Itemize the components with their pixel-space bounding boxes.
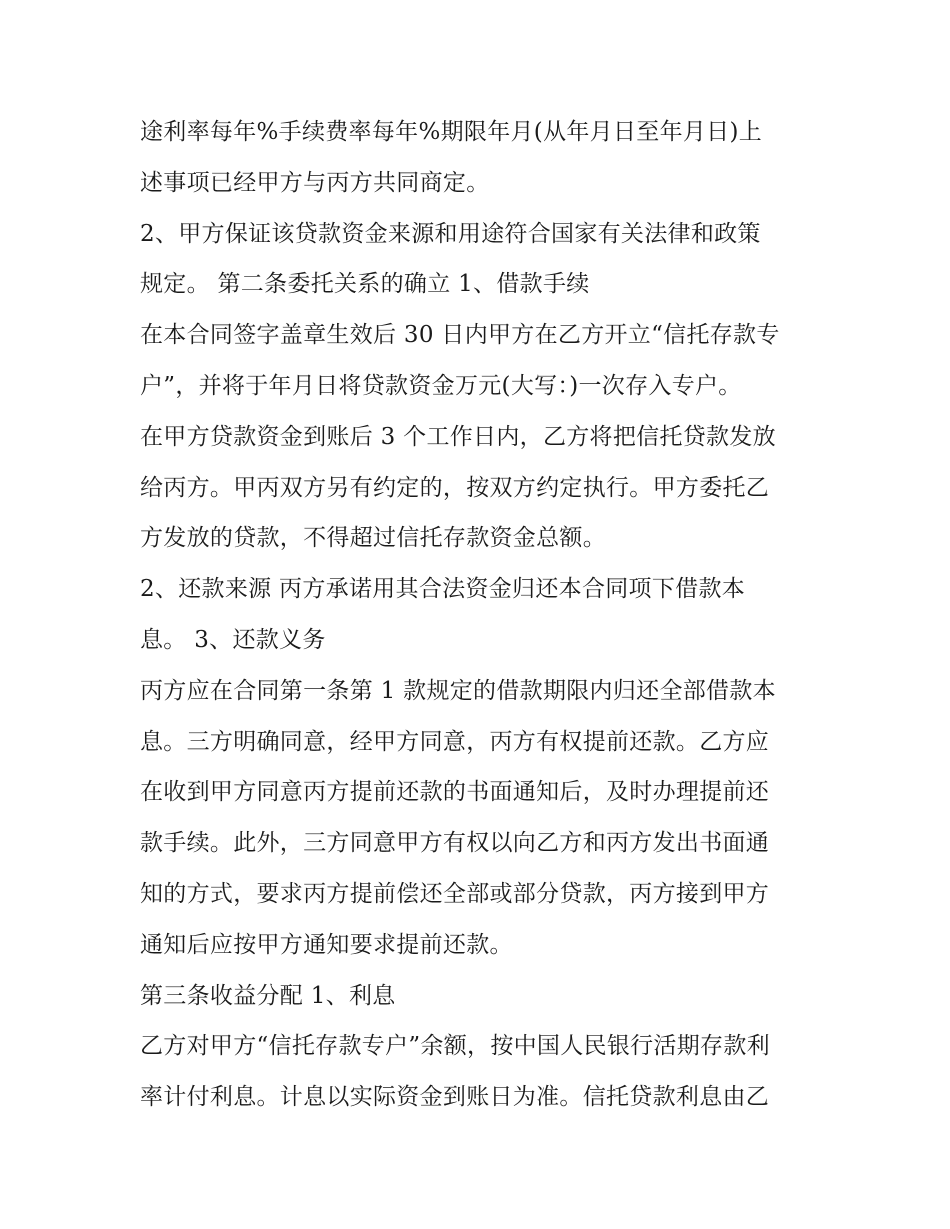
text-line: 在收到甲方同意丙方提前还款的书面通知后，及时办理提前还: [140, 779, 770, 806]
text-line: 途利率每年%手续费率每年%期限年月(从年月日至年月日)上: [140, 119, 763, 145]
text-line: 第三条收益分配 1、利息: [140, 982, 396, 1009]
text-line: 给丙方。甲丙双方另有约定的，按双方约定执行。甲方委托乙: [140, 474, 770, 501]
document-body: [140, 107, 820, 1123]
text-line: 户”，并将于年月日将贷款资金万元(大写：)一次存入专户。: [140, 372, 742, 399]
text-line: 息。 3、还款义务: [140, 626, 326, 653]
text-line: 通知后应按甲方通知要求提前还款。: [140, 931, 513, 958]
text-line: 款手续。此外，三方同意甲方有权以向乙方和丙方发出书面通: [140, 830, 770, 857]
text-line: 知的方式，要求丙方提前偿还全部或部分贷款，丙方接到甲方: [140, 880, 770, 907]
text-line: 率计付利息。计息以实际资金到账日为准。信托贷款利息由乙: [140, 1084, 770, 1111]
text-line: 息。三方明确同意，经甲方同意，丙方有权提前还款。乙方应: [140, 728, 770, 755]
text-line: 方发放的贷款，不得超过信托存款资金总额。: [140, 525, 606, 552]
text-line: 在甲方贷款资金到账后 3 个工作日内，乙方将把信托贷款发放: [140, 423, 776, 450]
text-line: 乙方对甲方“信托存款专户”余额，按中国人民银行活期存款利: [140, 1033, 770, 1060]
text-line: 在本合同签字盖章生效后 30 日内甲方在乙方开立“信托存款专: [140, 322, 780, 349]
text-line: 2、还款来源 丙方承诺用其合法资金归还本合同项下借款本: [140, 576, 746, 603]
text-line: 2、甲方保证该贷款资金来源和用途符合国家有关法律和政策: [140, 220, 761, 247]
text-line: 规定。 第二条委托关系的确立 1、借款手续: [140, 271, 590, 298]
text-line: 述事项已经甲方与丙方共同商定。: [140, 169, 490, 196]
text-line: 丙方应在合同第一条第 1 款规定的借款期限内归还全部借款本: [140, 677, 776, 704]
